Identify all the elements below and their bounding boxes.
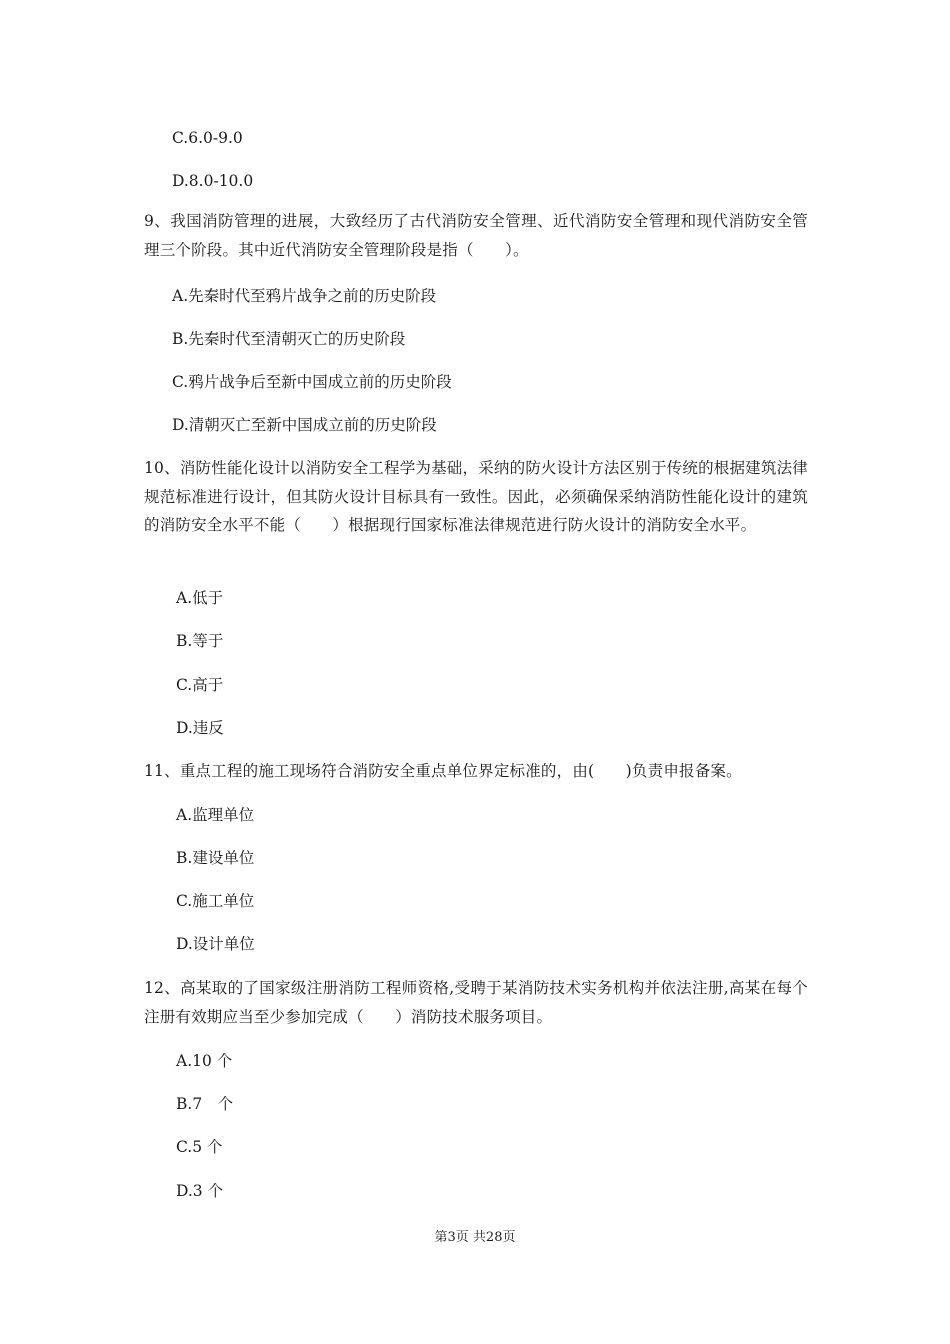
question-11-text: 11、重点工程的施工现场符合消防安全重点单位界定标准的，由( )负责申报备案。	[144, 762, 742, 780]
q10-option-b: B.等于	[176, 632, 224, 650]
question-12-text: 12、高某取的了国家级注册消防工程师资格,受聘于某消防技术实务机构并依法注册,高某在每个注册有效期应当至少参加完成（ ）消防技术服务项目。	[144, 979, 808, 1026]
q9-option-a: A.先秦时代至鸦片战争之前的历史阶段	[172, 287, 437, 305]
q10-option-a: A.低于	[176, 589, 224, 607]
q10-option-c: C.高于	[176, 676, 224, 694]
page-number-footer: 第3页 共28页	[434, 1230, 516, 1245]
question-10-text: 10、消防性能化设计以消防安全工程学为基础，采纳的防火设计方法区别于传统的根据建筑法律规范标准进行设计，但其防火设计目标具有一致性。因此，必须确保采纳消防性能化设计的建筑的消防安全水平不能（ ）根据现行国家标准法律规范进行防火设计的消防安全水平。	[144, 459, 808, 534]
q10-option-d: D.违反	[176, 719, 224, 737]
q11-option-d: D.设计单位	[176, 935, 255, 953]
q11-option-a: A.监理单位	[176, 806, 255, 824]
q9-option-c: C.鸦片战争后至新中国成立前的历史阶段	[172, 373, 452, 391]
q12-option-b: B.7 个	[176, 1095, 234, 1113]
question-9-text: 9、我国消防管理的进展，大致经历了古代消防安全管理、近代消防安全管理和现代消防安全管理三个阶段。其中近代消防安全管理阶段是指（ ）。	[144, 212, 808, 259]
option-c-prev: C.6.0-9.0	[172, 129, 243, 147]
q11-option-c: C.施工单位	[176, 892, 255, 910]
q9-option-b: B.先秦时代至清朝灭亡的历史阶段	[172, 330, 406, 348]
q12-option-c: C.5 个	[176, 1138, 223, 1156]
option-d-prev: D.8.0-10.0	[172, 172, 254, 190]
q9-option-d: D.清朝灭亡至新中国成立前的历史阶段	[172, 416, 437, 434]
q12-option-a: A.10 个	[176, 1052, 233, 1070]
q12-option-d: D.3 个	[176, 1182, 224, 1200]
q11-option-b: B.建设单位	[176, 849, 255, 867]
